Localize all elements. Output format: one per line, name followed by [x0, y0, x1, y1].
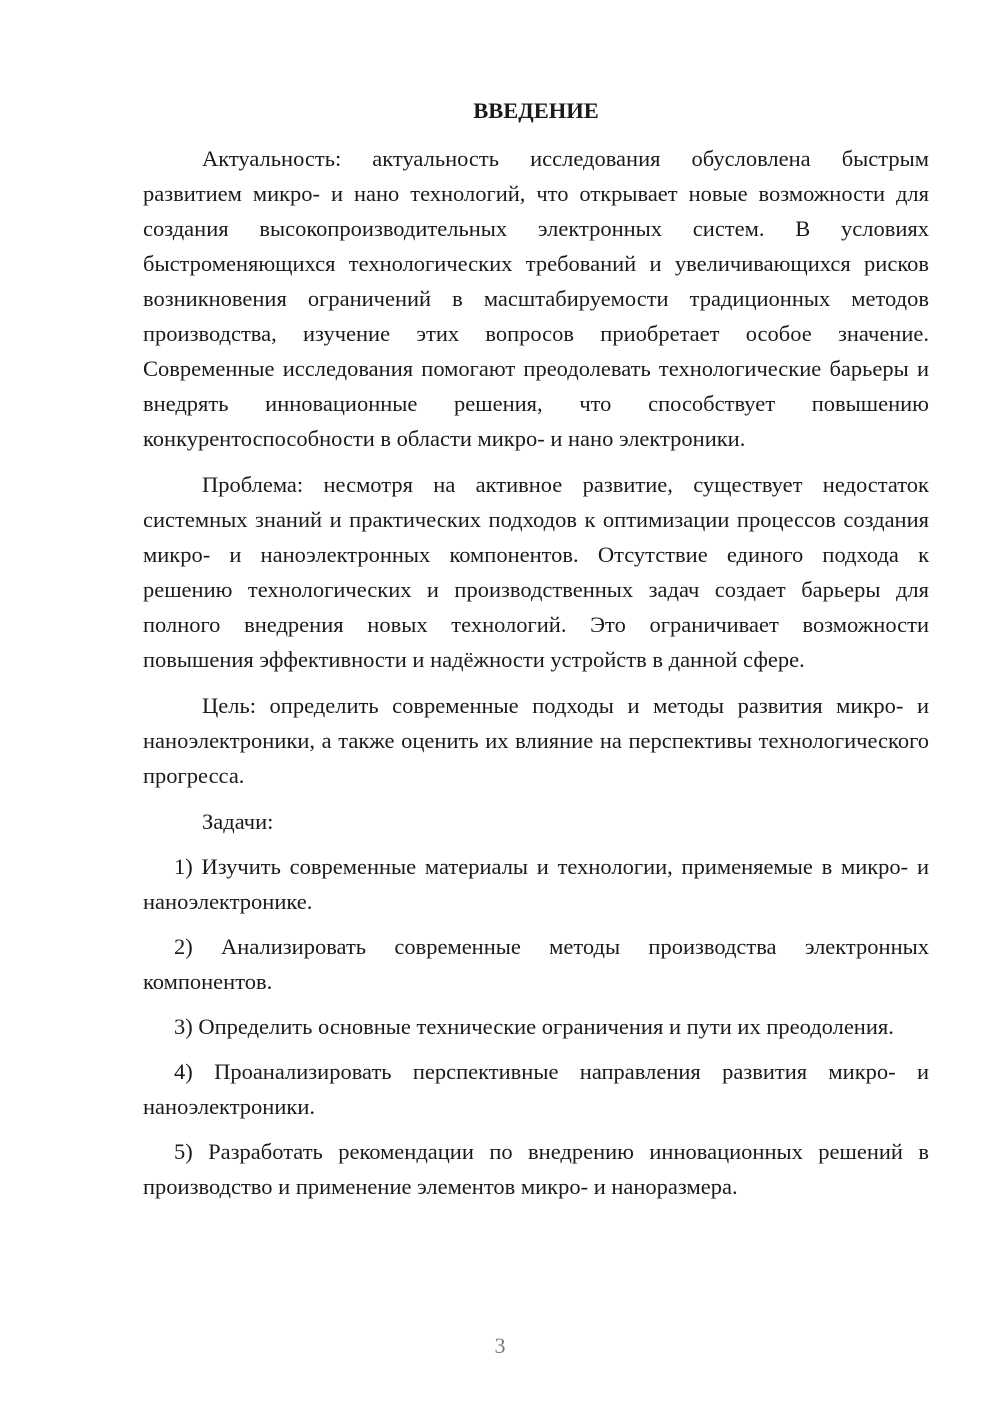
paragraph-tasks-label: Задачи:	[202, 809, 274, 834]
task-item-5: 5) Разработать рекомендации по внедрению инновационных решений в производство и применение элементов микро- и наноразмера.	[143, 1139, 929, 1199]
task-item-2: 2) Анализировать современные методы производства электронных компонентов.	[143, 934, 929, 994]
paragraph-relevance: Актуальность: актуальность исследования обусловлена быстрым развитием микро- и нано технологий, что открывает новые возможности для создания высокопроизводительных электронных систем. В условиях быстроменяющихся технологических требований и увеличивающихся рисков возникновения ограничений в масштабируемости традиционных методов производства, изучение этих вопросов приобретает особое значение. Современные исследования помогают преодолевать технологические барьеры и внедрять инновационные решения, что способствует повышению конкурентоспособности в области микро- и нано электроники.	[143, 146, 929, 451]
task-item-1: 1) Изучить современные материалы и технологии, применяемые в микро- и наноэлектронике.	[143, 854, 929, 914]
section-heading: ВВЕДЕНИЕ	[473, 98, 599, 123]
paragraph-goal: Цель: определить современные подходы и методы развития микро- и наноэлектроники, а также оценить их влияние на перспективы технологического прогресса.	[143, 693, 929, 788]
body-text	[143, 141, 929, 1204]
paragraph-problem: Проблема: несмотря на активное развитие, существует недостаток системных знаний и практических подходов к оптимизации процессов создания микро- и наноэлектронных компонентов. Отсутствие единого подхода к решению технологических и производственных задач создает барьеры для полного внедрения новых технологий. Это ограничивает возможности повышения эффективности и надёжности устройств в данной сфере.	[143, 472, 929, 672]
task-item-3: 3) Определить основные технические ограничения и пути их преодоления.	[174, 1014, 894, 1039]
page-number: 3	[494, 1333, 506, 1358]
task-item-4: 4) Проанализировать перспективные направления развития микро- и наноэлектроники.	[143, 1059, 929, 1119]
